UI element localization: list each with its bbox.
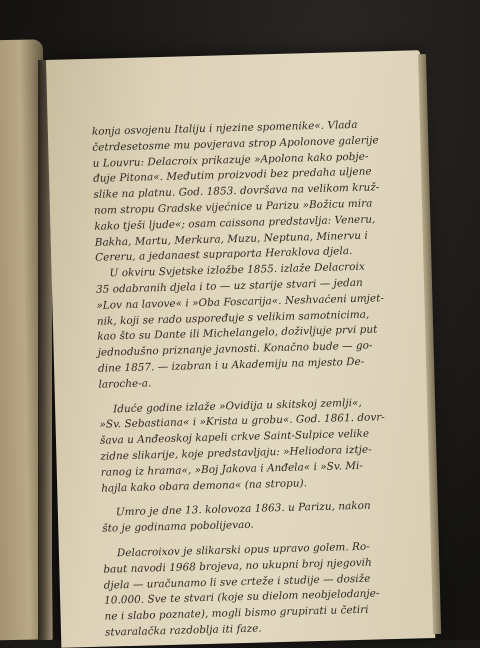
- text-line: 10.000. Sve te stvari (koje su dielom neobjelodanje-: [104, 587, 380, 607]
- text-line: U okviru Svjetske izložbe 1855. izlaže Delacroix: [109, 260, 365, 280]
- text-line: ranog iz hrama«, »Boj Jakova i Anđela« i »Sv. Mi-: [100, 459, 364, 479]
- text-line: zidne slikarije, koje predstavljaju: »Heliodora iztje-: [100, 443, 372, 463]
- text-line: nom stropu Gradske vijećnice u Parizu »Božicu mira: [93, 197, 373, 217]
- text-line: laroche-a.: [98, 377, 152, 391]
- text-line: jednodušno priznanje javnosti. Konačno bude — go-: [97, 339, 373, 359]
- page-text: [92, 117, 405, 641]
- text-line: hajla kako obara demona« (na stropu).: [101, 476, 308, 495]
- text-line: slike na platnu. God. 1853. dovršava na velikom kruž-: [93, 181, 380, 201]
- text-line: ne i slabo poznate), mogli bismo grupirati u četiri: [104, 603, 369, 623]
- text-line: đuje Pitona«. Međutim proizvodi bez predaha uljene: [92, 165, 372, 186]
- book-page: [46, 50, 435, 648]
- text-line: Iduće godine izlaže »Ovidija u skitskoj zemlji«,: [112, 396, 362, 415]
- text-line: nik, koji se rado uspoređuje s velikim samotnicima,: [96, 308, 370, 328]
- text-line: u Louvru: Delacroix prikazuje »Apolona kako pobje-: [92, 150, 369, 170]
- paragraph-2: [95, 259, 398, 393]
- text-line: stvaralačka razdoblja iti faze.: [104, 622, 262, 639]
- text-line: kako tješi ljude«; osam caissona predstavlja: Veneru,: [94, 213, 376, 233]
- text-line: četrdesetosme mu povjerava strop Apolonove galerije: [92, 134, 379, 154]
- text-line: kao što su Dante ili Michelangelo, doživljuje prvi put: [97, 323, 378, 344]
- paragraph-5: [103, 539, 405, 642]
- text-line: dine 1857. — izabran i u Akademiju na mjesto De-: [97, 355, 365, 375]
- paragraph-1: [92, 117, 396, 267]
- text-line: konja osvojenu Italiju i njezine spomenike«. Vlada: [91, 118, 358, 138]
- text-line: Bakha, Martu, Merkura, Muzu, Neptuna, Minervu i: [94, 229, 368, 249]
- text-line: djela — uračunamo li sve crteže i studije — dosiže: [103, 572, 371, 592]
- text-line: Umro je dne 13. kolovoza 1863. u Parizu, nakon: [115, 499, 371, 519]
- text-line: baut navodi 1968 brojeva, no ukupni broj njegovih: [103, 556, 372, 576]
- text-line: »Lov na lavove« i »Oba Foscarija«. Neshvaćeni umjet-: [96, 292, 385, 312]
- text-line: Delacroixov je slikarski opus upravo golem. Ro-: [116, 540, 370, 560]
- text-line: 35 odabranih djela i to — uz starije stvari — jedan: [95, 276, 363, 296]
- text-line: Cereru, a jedanaest supraporta Heraklova djela.: [95, 245, 353, 265]
- text-line: »Sv. Sebastiana« i »Krista u grobu«. God. 1861. dovr-: [99, 411, 386, 432]
- paragraph-3: [99, 394, 401, 497]
- text-line: šava u Anđeoskoj kapeli crkve Saint-Sulpice velike: [99, 427, 370, 447]
- text-line: što je godinama pobolijevao.: [102, 518, 254, 535]
